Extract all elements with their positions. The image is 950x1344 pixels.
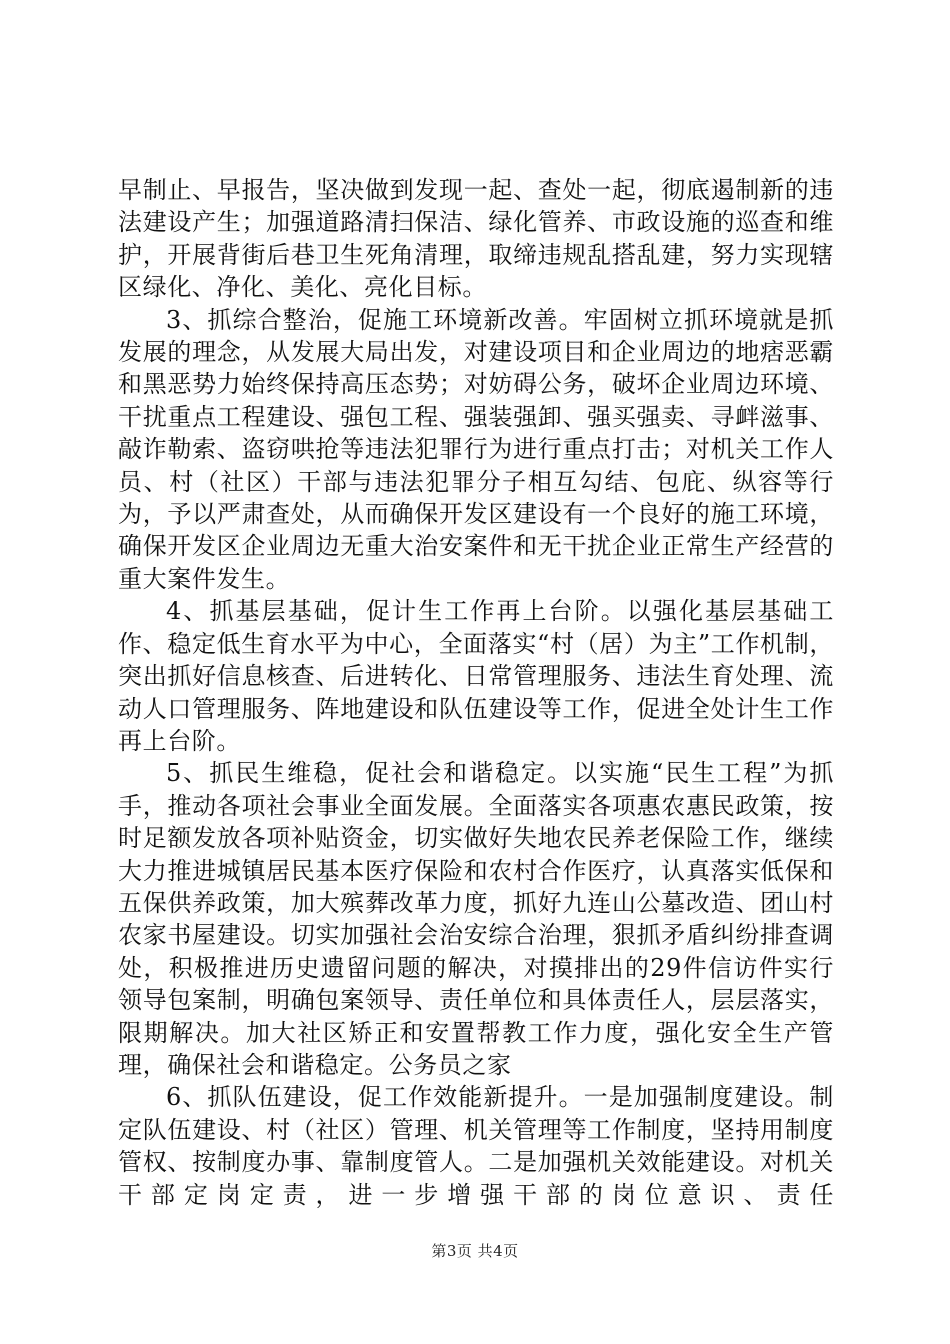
paragraph-continuation: 早制止、早报告，坚决做到发现一起、查处一起，彻底遏制新的违法建设产生；加强道路清扫保洁、绿化管养、市政设施的巡查和维护，开展背街后巷卫生死角清理，取缔违规乱搭乱建，努力实现辖区绿化、净化、美化、亮化目标。 — [118, 176, 834, 302]
paragraph-item-6: 6、抓队伍建设，促工作效能新提升。一是加强制度建设。制定队伍建设、村（社区）管理、机关管理等工作制度，坚持用制度管权、按制度办事、靠制度管人。二是加强机关效能建设。对机关干部定岗定责，进一步增强干部的岗位意识、责任 — [118, 1083, 834, 1209]
paragraph-item-5: 5、抓民生维稳，促社会和谐稳定。以实施“民生工程”为抓手，推动各项社会事业全面发展。全面落实各项惠农惠民政策，按时足额发放各项补贴资金，切实做好失地农民养老保险工作，继续大力推进城镇居民基本医疗保险和农村合作医疗，认真落实低保和五保供养政策，加大殡葬改革力度，抓好九连山公墓改造、团山村农家书屋建设。切实加强社会治安综合治理，狠抓矛盾纠纷排查调处，积极推进历史遗留问题的解决，对摸排出的29件信访件实行领导包案制，明确包案领导、责任单位和具体责任人，层层落实，限期解决。加大社区矫正和安置帮教工作力度，强化安全生产管理，确保社会和谐稳定。公务员之家 — [118, 759, 834, 1079]
paragraph-item-3: 3、抓综合整治，促施工环境新改善。牢固树立抓环境就是抓发展的理念，从发展大局出发，对建设项目和企业周边的地痞恶霸和黑恶势力始终保持高压态势；对妨碍公务，破坏企业周边环境、干扰重点工程建设、强包工程、强装强卸、强买强卖、寻衅滋事、敲诈勒索、盗窃哄抢等违法犯罪行为进行重点打击；对机关工作人员、村（社区）干部与违法犯罪分子相互勾结、包庇、纵容等行为，予以严肃查处，从而确保开发区建设有一个良好的施工环境，确保开发区企业周边无重大治安案件和无干扰企业正常生产经营的重大案件发生。 — [118, 305, 834, 593]
body-text — [118, 174, 834, 1211]
paragraph-item-4: 4、抓基层基础，促计生工作再上台阶。以强化基层基础工作、稳定低生育水平为中心，全面落实“村（居）为主”工作机制，突出抓好信息核查、后进转化、日常管理服务、违法生育处理、流动人口管理服务、阵地建设和队伍建设等工作，促进全处计生工作再上台阶。 — [118, 597, 834, 755]
page-number-footer: 第3页 共4页 — [431, 1242, 519, 1260]
